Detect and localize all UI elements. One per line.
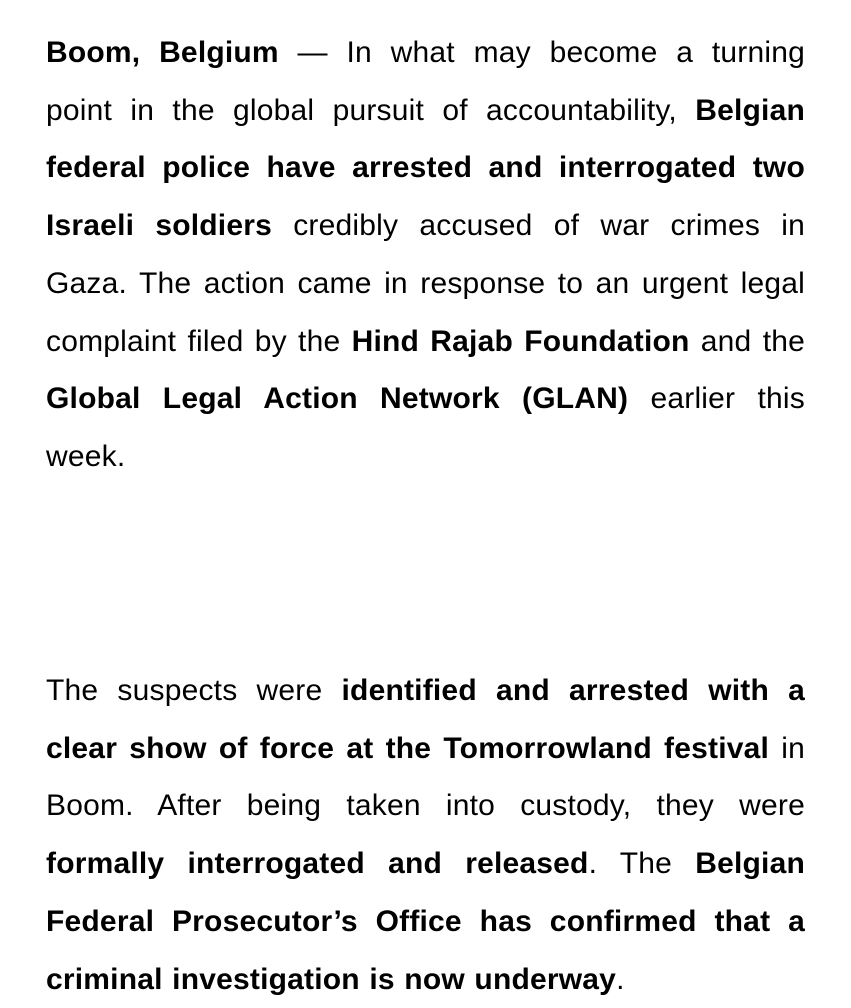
- dateline: Boom, Belgium: [46, 36, 279, 69]
- paragraph-1-bold-1: Belgian federal police have arrested and interrogated two Israeli soldiers: [46, 93, 805, 243]
- paragraph-1-bold-2: Hind Rajab Foundation: [351, 324, 690, 358]
- paragraph-2-bold-1: identified and arrested with a clear show of force at the Tomorrowland festival: [46, 674, 805, 765]
- paragraph-1-text-2: credibly accused of war crimes in Gaza. The action came in response to an urgent legal complaint filed by the: [46, 209, 805, 358]
- paragraph-2: [46, 662, 805, 1008]
- paragraph-1-text-4: earlier this week.: [46, 382, 805, 473]
- paragraph-2-bold-3: Belgian Federal Prosecutor’s Office has confirmed that a criminal investigation is now underway: [46, 847, 806, 996]
- paragraph-2-text-4: .: [616, 962, 625, 996]
- paragraph-1-text-1: In what may become a turning point in the global pursuit of accountability,: [46, 36, 805, 127]
- paragraph-1-text-3: and the: [689, 324, 805, 358]
- paragraph-1-bold-3: Global Legal Action Network (GLAN): [46, 382, 629, 416]
- dateline-dash: —: [278, 36, 347, 69]
- paragraph-2-text-2: in Boom. After being taken into custody, they were: [46, 731, 805, 823]
- paragraph-1: [46, 24, 805, 486]
- paragraph-2-text-1: The suspects were: [46, 674, 342, 707]
- paragraph-2-text-3: . The: [588, 847, 696, 881]
- paragraph-2-bold-2: formally interrogated and released: [46, 847, 589, 881]
